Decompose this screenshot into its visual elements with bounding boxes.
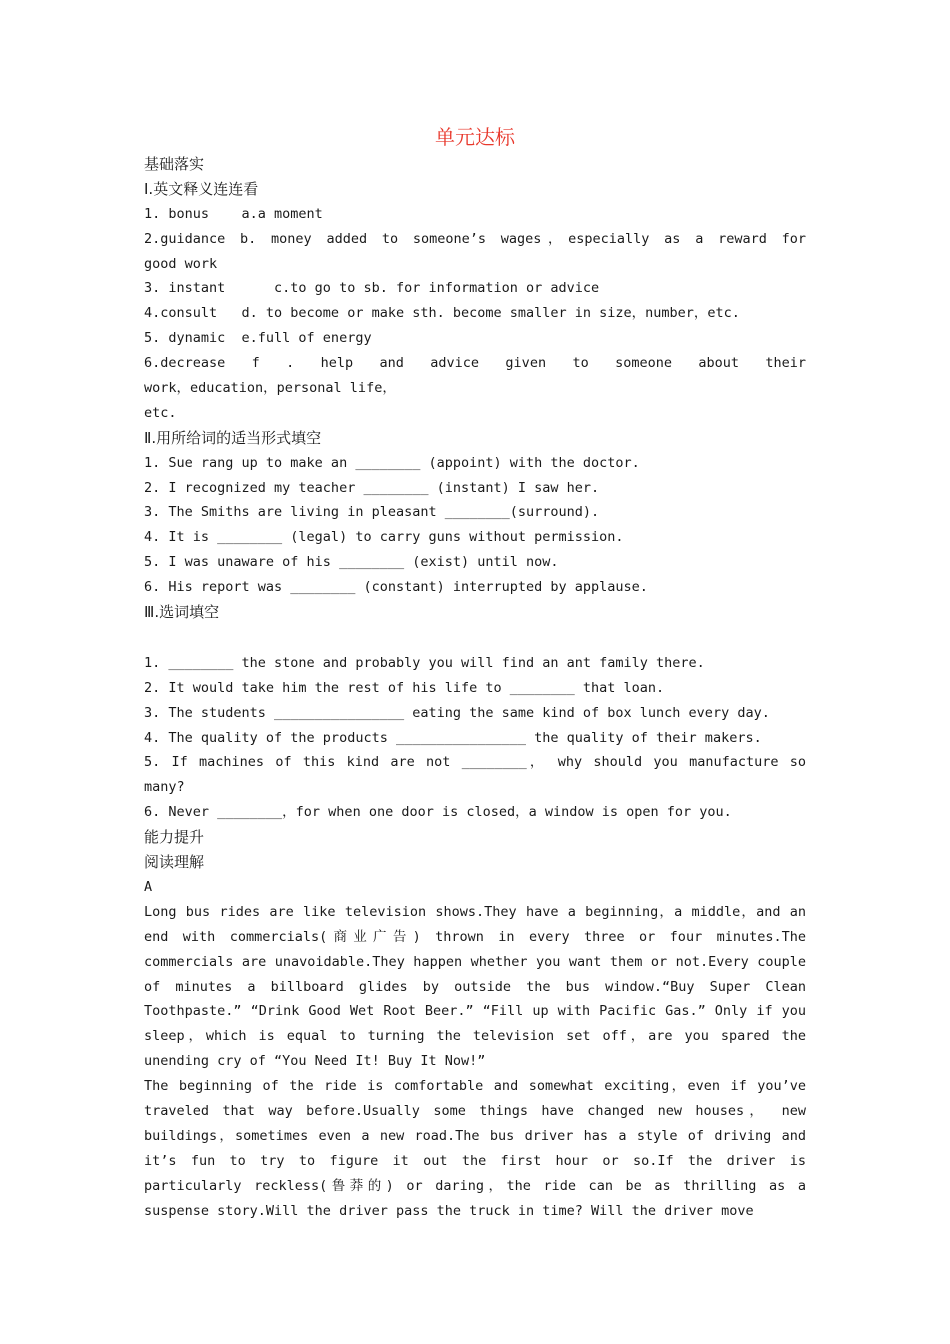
part1-line: 1. bonus a.a moment (144, 205, 323, 222)
passage-label: A (144, 878, 153, 895)
part1-line: 3. instant c.to go to sb. for information or advice (144, 280, 600, 297)
part2-line: 3. The Smiths are living in pleasant ________(surround). (144, 504, 600, 521)
part3-line: 5. If machines of this kind are not ________， why should you manufacture so (144, 754, 806, 771)
part2-line: 1. Sue rang up to make an ________ (appoint) with the doctor. (144, 454, 640, 471)
part3-line: 1. ________ the stone and probably you will find an ant family there. (144, 654, 705, 671)
part1-line: etc. (144, 404, 177, 421)
part2-line: 2. I recognized my teacher ________ (instant) I saw her. (144, 479, 600, 496)
part2-line: 6. His report was ________ (constant) interrupted by applause. (144, 579, 648, 596)
section-heading-basic: 基础落实 (144, 155, 205, 173)
part3-heading: Ⅲ.选词填空 (144, 603, 220, 622)
part1-heading: Ⅰ.英文释义连连看 (144, 179, 259, 198)
section-heading-reading: 阅读理解 (144, 853, 205, 872)
passage-paragraph: The beginning of the ride is comfortable and somewhat exciting，even if you’ve traveled that way before.Usually some things have changed new houses， new buildings，sometimes even a new road.The bus driver has a style of driving and it’s fun to try to figure it out the first hour or so.If the driver is particularly reckless(鲁莽的) or daring，the ride can be as thrilling as a suspense story.Will the driver pass the truck in time? Will the driver move (144, 1078, 806, 1219)
passage-paragraph: Long bus rides are like television shows.They have a beginning，a middle，and an end with commercials(商业广告) thrown in every three or four minutes.The commercials are unavoidable.They happen whether you want them or not.Every couple of minutes a billboard glides by outside the bus window.“Buy Super Clean Toothpaste.” “Drink Good Wet Root Beer.” “Fill up with Pacific Gas.” Only if you sleep，which is equal to turning the television set off，are you spared the unending cry of “You Need It! Buy It Now!” (144, 903, 806, 1070)
section-heading-improve: 能力提升 (144, 828, 205, 847)
part2-line: 4. It is ________ (legal) to carry guns without permission. (144, 529, 624, 546)
part1-line: 2.guidance b. money added to someone’s wages，especially as a reward for (144, 230, 806, 247)
part2-line: 5. I was unaware of his ________ (exist) until now. (144, 554, 559, 571)
part1-line: 6.decrease f . help and advice given to someone about their (144, 355, 806, 372)
part3-line: 2. It would take him the rest of his life to ________ that loan. (144, 679, 665, 696)
part3-line: many? (144, 779, 185, 796)
part1-line: 4.consult d. to become or make sth. become smaller in size，number，etc. (144, 305, 740, 322)
part1-line: work，education，personal life， (144, 380, 396, 397)
part3-line: 6. Never ________，for when one door is closed，a window is open for you. (144, 804, 732, 821)
page-title: 单元达标 (435, 125, 515, 149)
part2-heading: Ⅱ.用所给词的适当形式填空 (144, 428, 322, 447)
part3-line: 3. The students ________________ eating the same kind of box lunch every day. (144, 704, 770, 721)
part3-line: 4. The quality of the products ________________ the quality of their makers. (144, 729, 762, 746)
blank-line (144, 625, 806, 651)
document-body (144, 122, 806, 1224)
part1-line: good work (144, 255, 218, 272)
part1-line: 5. dynamic e.full of energy (144, 330, 372, 347)
